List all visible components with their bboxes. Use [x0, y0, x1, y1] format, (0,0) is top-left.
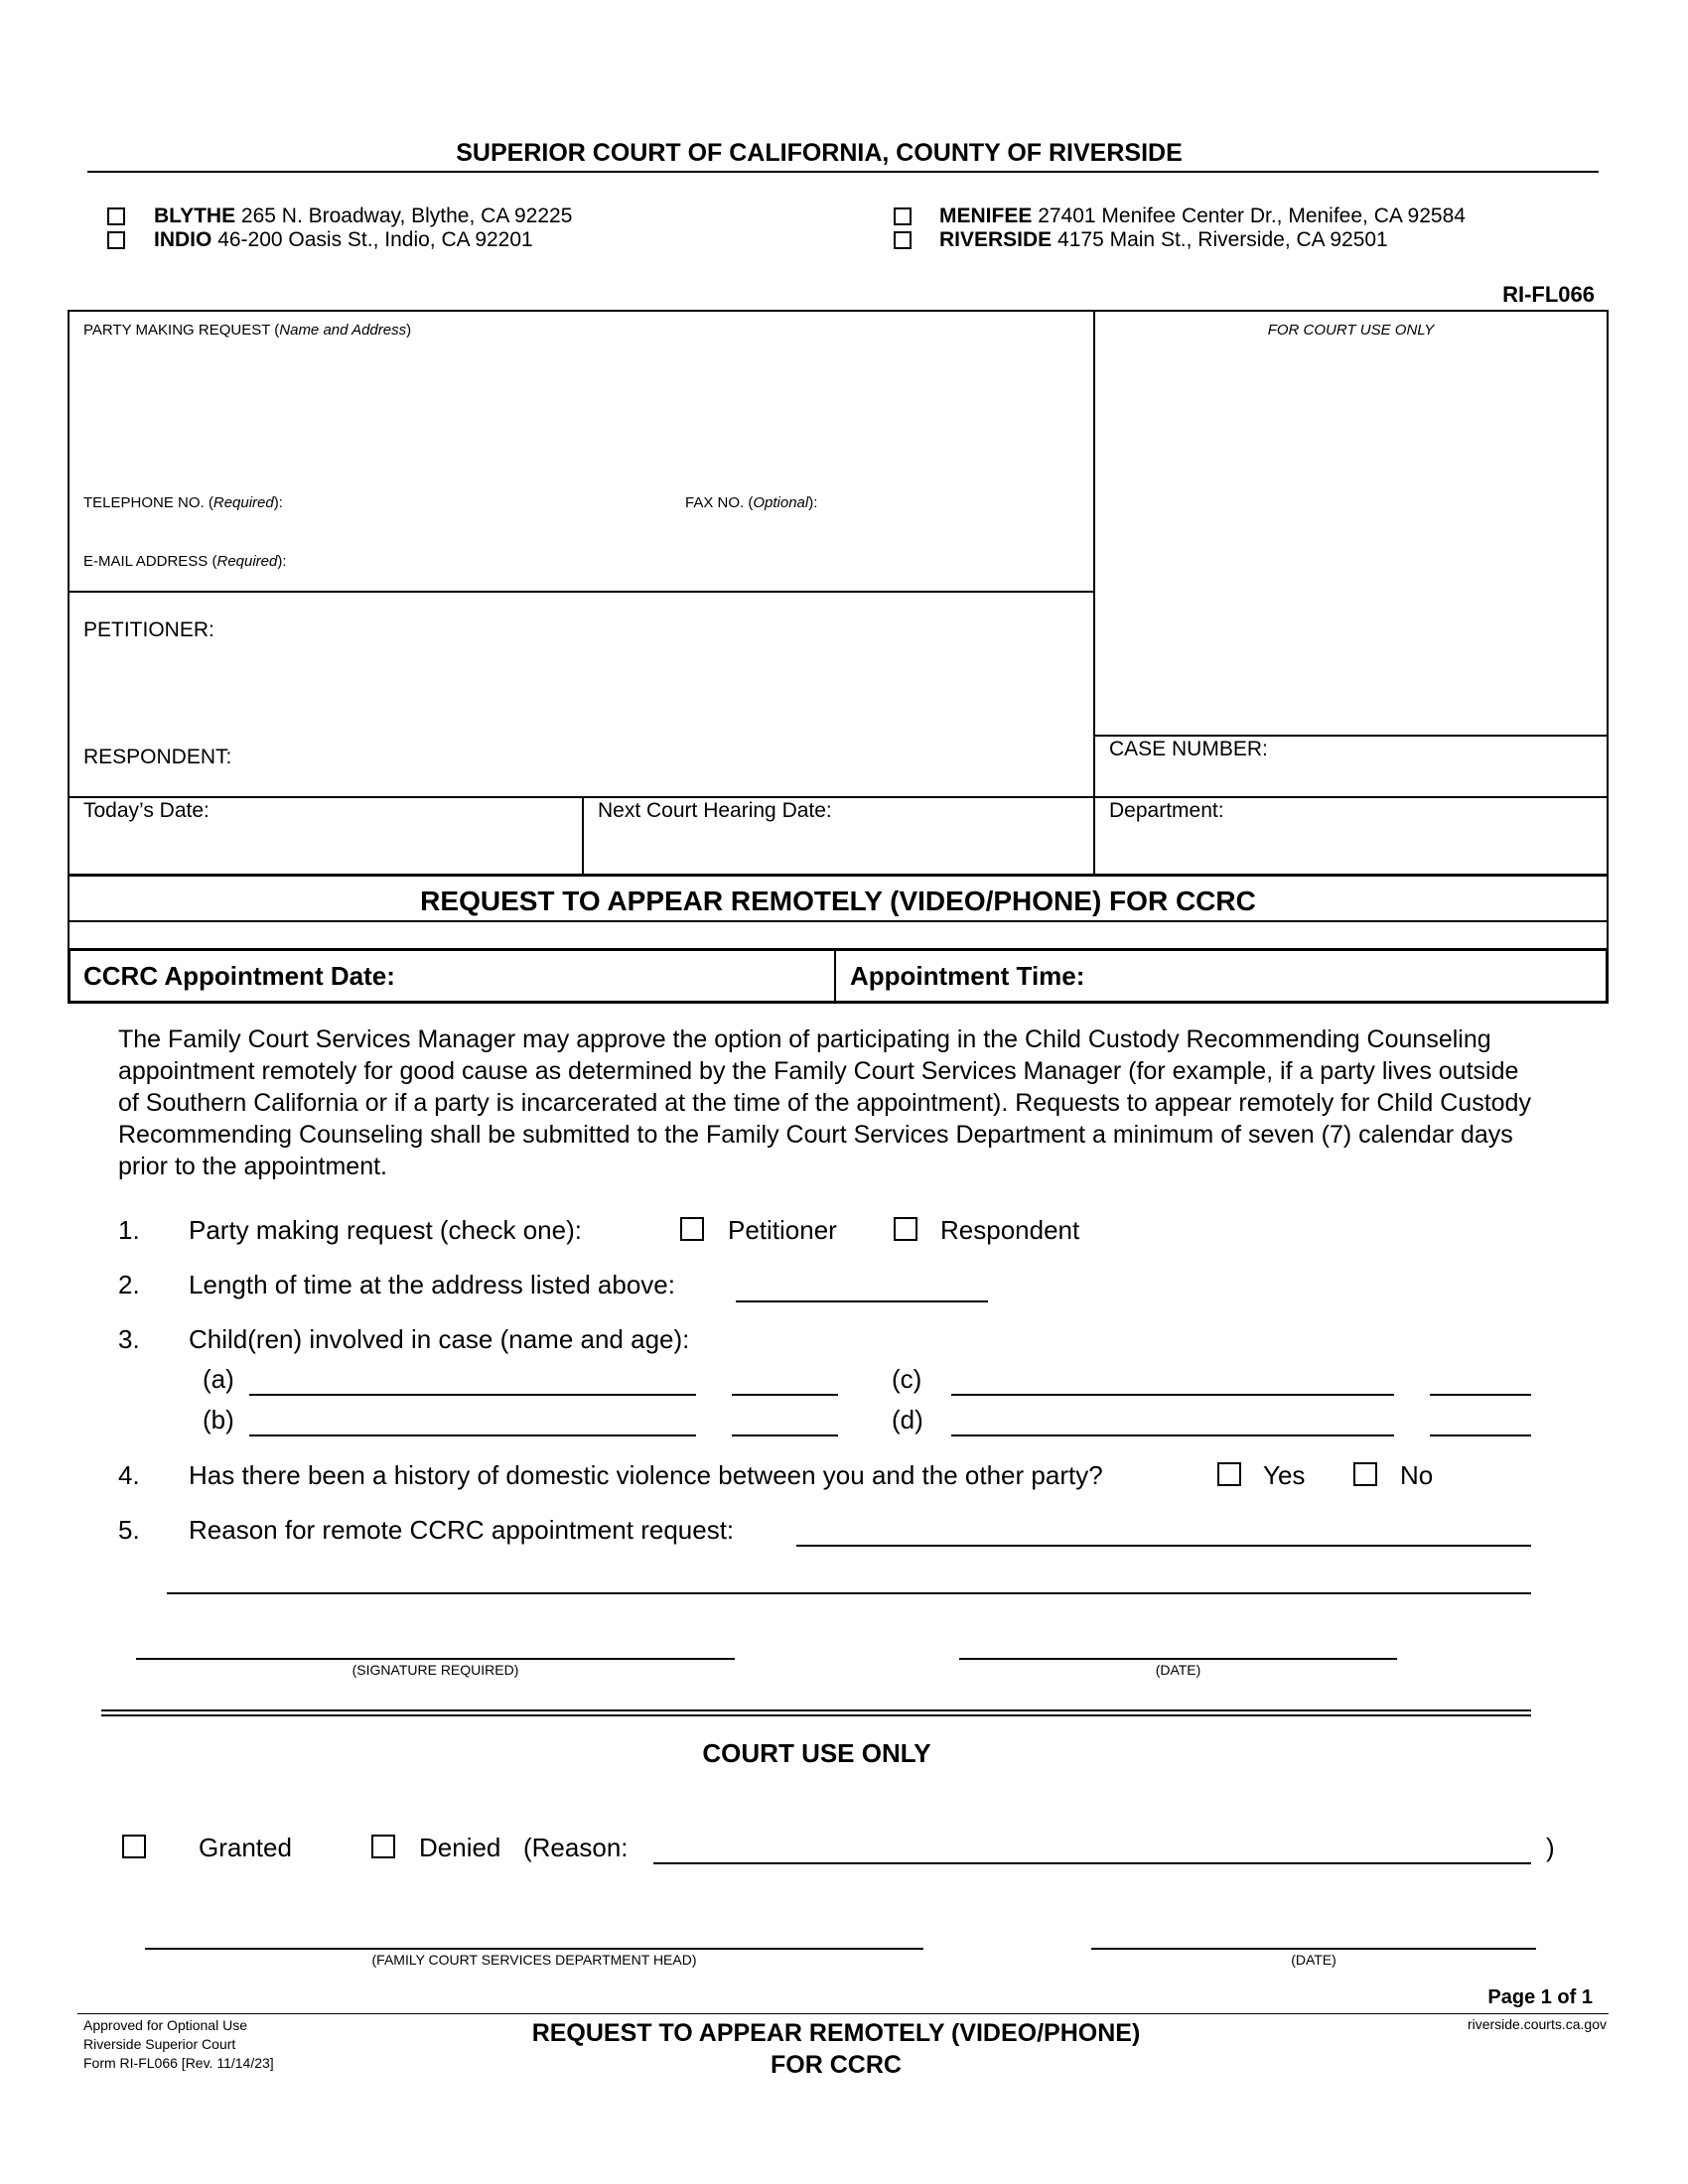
respondent-option: Respondent — [940, 1215, 1080, 1245]
form-title: REQUEST TO APPEAR REMOTELY (VIDEO/PHONE) FOR CCRC — [420, 886, 1256, 916]
child-b-name-field[interactable] — [249, 1434, 696, 1436]
child-c-label: (c) — [892, 1364, 922, 1394]
signature-required-label: (SIGNATURE REQUIRED) — [352, 1662, 519, 1678]
dept-head-date-label: (DATE) — [1291, 1952, 1336, 1968]
denied-option: Denied — [419, 1833, 501, 1862]
item-2-text: Length of time at the address listed above: — [189, 1270, 675, 1299]
email-label: E-MAIL ADDRESS (Required): — [83, 553, 287, 570]
signature-date-label: (DATE) — [1155, 1662, 1201, 1678]
child-d-age-field[interactable] — [1430, 1434, 1531, 1436]
child-b-age-field[interactable] — [732, 1434, 838, 1436]
fax-label: FAX NO. (Optional): — [685, 494, 818, 511]
case-number-label: CASE NUMBER: — [1109, 738, 1268, 760]
footer-title-line-2: FOR CCRC — [771, 2051, 902, 2079]
form-code: RI-FL066 — [1502, 282, 1595, 307]
dept-head-signature-field[interactable] — [145, 1948, 923, 1950]
child-a-age-field[interactable] — [732, 1394, 838, 1396]
ccrc-appointment-date-label: CCRC Appointment Date: — [83, 961, 395, 991]
footer-court: Riverside Superior Court — [83, 2036, 236, 2052]
dv-no-option: No — [1400, 1460, 1434, 1490]
length-of-time-field[interactable] — [736, 1300, 988, 1302]
dates-divider — [582, 796, 584, 876]
child-c-age-field[interactable] — [1430, 1394, 1531, 1396]
location-blythe: BLYTHE 265 N. Broadway, Blythe, CA 92225 — [154, 205, 573, 227]
denied-reason-field[interactable] — [653, 1862, 1531, 1864]
child-c-name-field[interactable] — [951, 1394, 1394, 1396]
court-use-only-label: FOR COURT USE ONLY — [1267, 322, 1435, 339]
item-3-number: 3. — [118, 1324, 140, 1354]
child-b-label: (b) — [203, 1405, 234, 1434]
dv-no-checkbox[interactable] — [1353, 1462, 1377, 1486]
granted-checkbox[interactable] — [122, 1835, 146, 1858]
indio-checkbox[interactable] — [107, 231, 125, 249]
party-section-rule — [68, 591, 1094, 593]
page-number: Page 1 of 1 — [1487, 1986, 1593, 2008]
dept-head-date-field[interactable] — [1091, 1948, 1536, 1950]
menifee-checkbox[interactable] — [894, 207, 912, 225]
signature-field[interactable] — [136, 1658, 735, 1660]
dept-head-label: (FAMILY COURT SERVICES DEPARTMENT HEAD) — [371, 1952, 697, 1968]
respondent-checkbox[interactable] — [894, 1217, 917, 1241]
next-hearing-date-label: Next Court Hearing Date: — [598, 799, 832, 822]
case-number-rule — [1093, 735, 1609, 737]
header-rule — [87, 171, 1599, 173]
denied-checkbox[interactable] — [371, 1835, 395, 1858]
double-rule-top — [101, 1709, 1531, 1711]
item-4-text: Has there been a history of domestic violence between you and the other party? — [189, 1460, 1103, 1490]
item-2-number: 2. — [118, 1270, 140, 1299]
child-a-name-field[interactable] — [249, 1394, 696, 1396]
caption-divider — [1093, 310, 1095, 876]
footer-rule — [77, 2013, 1609, 2014]
granted-option: Granted — [199, 1833, 292, 1862]
petitioner-checkbox[interactable] — [680, 1217, 704, 1241]
double-rule-bottom — [101, 1714, 1531, 1716]
petitioner-label: PETITIONER: — [83, 618, 214, 641]
reason-field-line-2[interactable] — [167, 1592, 1531, 1594]
location-indio: INDIO 46-200 Oasis St., Indio, CA 92201 — [154, 228, 533, 251]
denied-reason-label: (Reason: — [523, 1833, 629, 1862]
party-making-request-label: PARTY MAKING REQUEST (Name and Address) — [83, 322, 412, 339]
item-1-number: 1. — [118, 1215, 140, 1245]
riverside-checkbox[interactable] — [894, 231, 912, 249]
appointment-divider — [834, 948, 836, 1004]
appointment-time-label: Appointment Time: — [850, 961, 1085, 991]
footer-form-rev: Form RI-FL066 [Rev. 11/14/23] — [83, 2055, 274, 2071]
child-d-name-field[interactable] — [951, 1434, 1394, 1436]
location-riverside: RIVERSIDE 4175 Main St., Riverside, CA 92501 — [939, 228, 1388, 251]
item-1-text: Party making request (check one): — [189, 1215, 582, 1245]
dv-yes-option: Yes — [1263, 1460, 1306, 1490]
child-d-label: (d) — [892, 1405, 923, 1434]
location-menifee: MENIFEE 27401 Menifee Center Dr., Menifee, CA 92584 — [939, 205, 1466, 227]
court-title: SUPERIOR COURT OF CALIFORNIA, COUNTY OF RIVERSIDE — [456, 139, 1183, 167]
reason-field-line-1[interactable] — [796, 1545, 1531, 1547]
todays-date-label: Today’s Date: — [83, 799, 210, 822]
signature-date-field[interactable] — [959, 1658, 1397, 1660]
reason-close-paren: ) — [1546, 1833, 1555, 1862]
footer-left-block — [83, 2016, 274, 2073]
telephone-label: TELEPHONE NO. (Required): — [83, 494, 283, 511]
item-5-text: Reason for remote CCRC appointment request: — [189, 1515, 735, 1545]
party-name-address-field[interactable] — [83, 347, 1076, 477]
respondent-label: RESPONDENT: — [83, 746, 232, 768]
blythe-checkbox[interactable] — [107, 207, 125, 225]
item-4-number: 4. — [118, 1460, 140, 1490]
dates-row-rule — [68, 796, 1609, 798]
intro-paragraph: The Family Court Services Manager may approve the option of participating in the Child Custody Recommending Counseling appointment remotely for good cause as determined by the Family Court Services Manager (for example, if a party lives outside of Southern California or if a party is incarcerated at the time of the appointment). Requests to appear remotely for Child Custody Recommending Counseling shall be submitted to the Family Court Services Department a minimum of seven (7) calendar days prior to the appointment. — [118, 1025, 1531, 1180]
footer-website[interactable]: riverside.courts.ca.gov — [1467, 2016, 1607, 2032]
petitioner-option: Petitioner — [728, 1215, 837, 1245]
department-label: Department: — [1109, 799, 1224, 822]
child-a-label: (a) — [203, 1364, 234, 1394]
title-spacer — [68, 921, 1609, 948]
court-use-heading: COURT USE ONLY — [702, 1738, 931, 1768]
item-3-text: Child(ren) involved in case (name and age): — [189, 1324, 690, 1354]
footer-title-line-1: REQUEST TO APPEAR REMOTELY (VIDEO/PHONE) — [531, 2019, 1141, 2047]
dv-yes-checkbox[interactable] — [1217, 1462, 1241, 1486]
footer-approved: Approved for Optional Use — [83, 2017, 247, 2033]
footer-title — [397, 2017, 1275, 2081]
item-5-number: 5. — [118, 1515, 140, 1545]
